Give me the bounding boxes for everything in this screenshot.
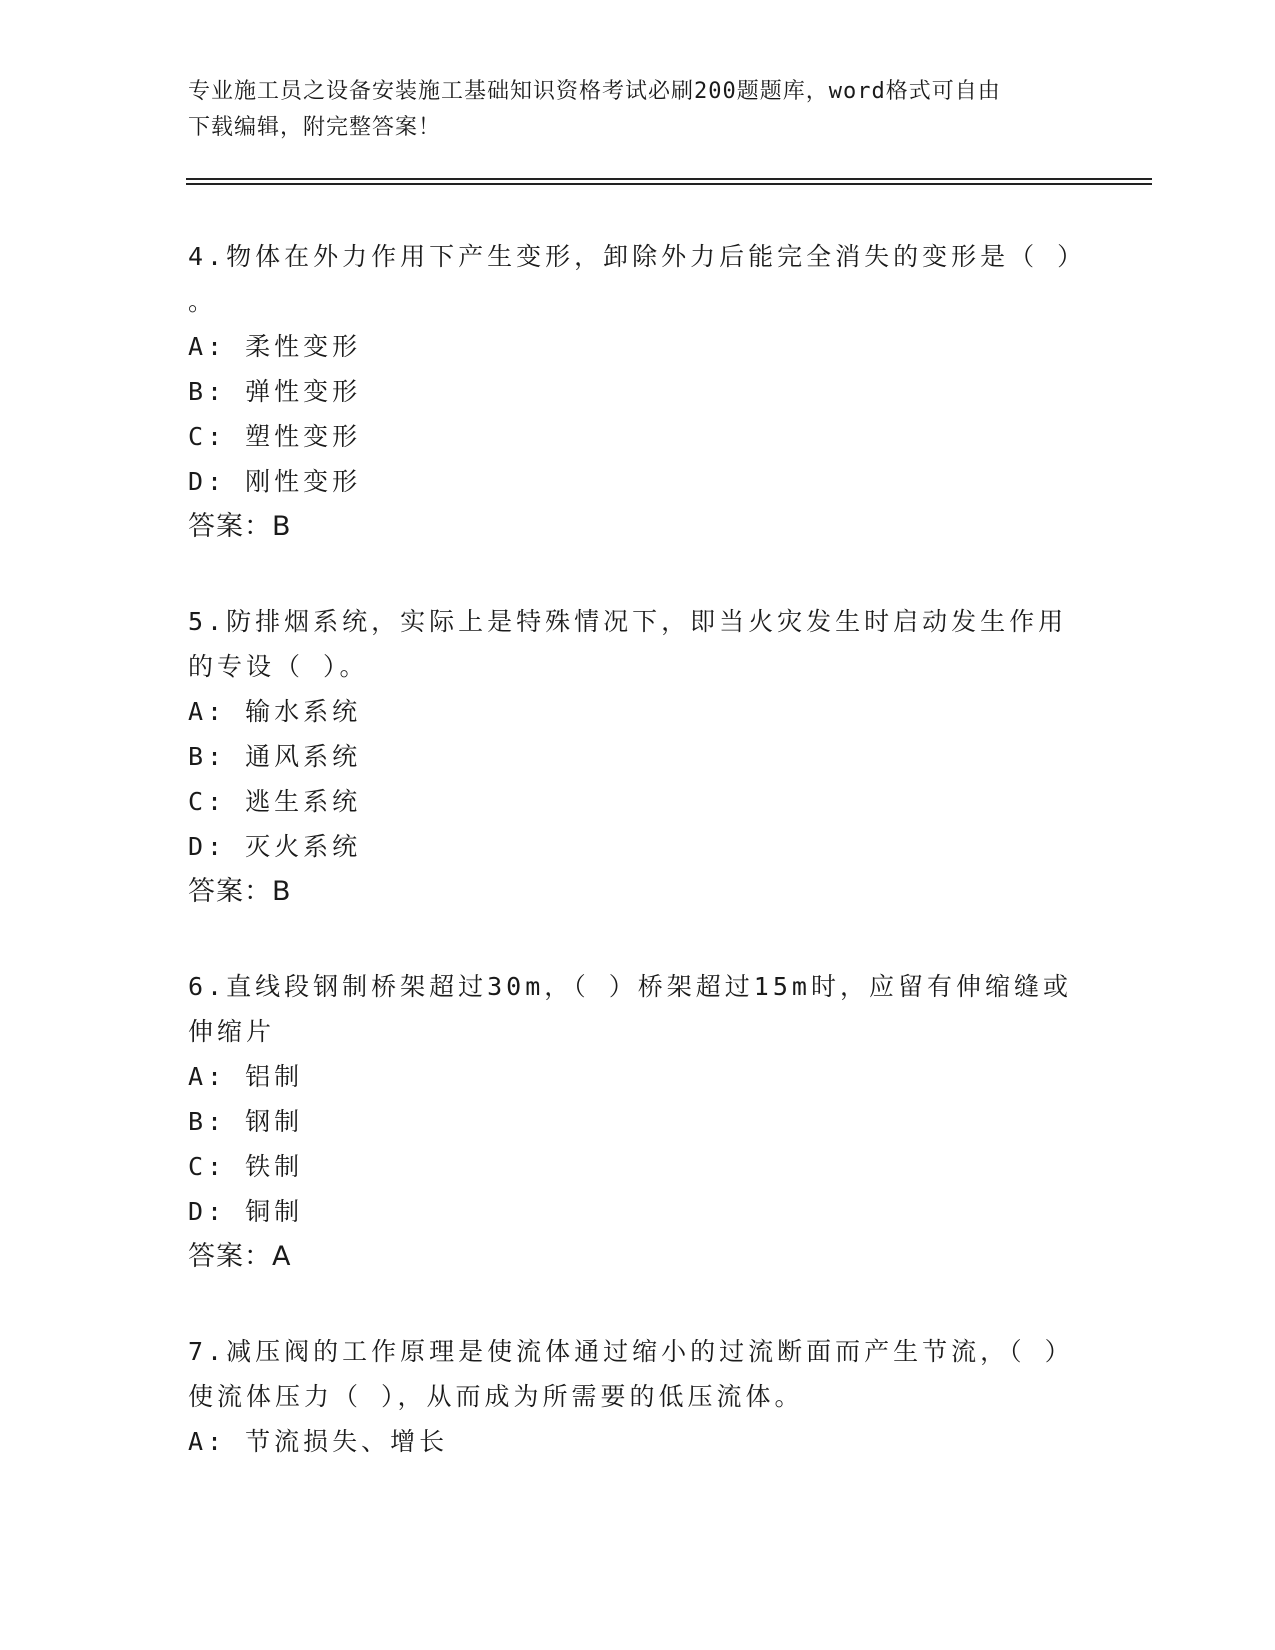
option-d: D: 刚性变形 xyxy=(188,467,362,496)
question-text: 6.直线段钢制桥架超过30m，（ ）桥架超过15m时，应留有伸缩缝或 xyxy=(188,972,1072,1001)
header-divider-top xyxy=(186,178,1152,180)
question-text: 7.减压阀的工作原理是使流体通过缩小的过流断面而产生节流，（ ） xyxy=(188,1337,1074,1366)
header-line-2: 下载编辑，附完整答案！ xyxy=(188,115,442,140)
option-c: C: 逃生系统 xyxy=(188,787,362,816)
document-header xyxy=(188,74,1068,146)
option-b: B: 通风系统 xyxy=(188,742,362,771)
answer-line: 答案：B xyxy=(188,876,292,907)
question-text-continued: 的专设（ ）。 xyxy=(188,652,369,681)
question-4 xyxy=(188,234,1088,550)
option-a: A: 铝制 xyxy=(188,1062,304,1091)
option-d: D: 灭火系统 xyxy=(188,832,362,861)
answer-line: 答案：A xyxy=(188,1241,292,1272)
option-a: A: 输水系统 xyxy=(188,697,362,726)
option-c: C: 铁制 xyxy=(188,1152,304,1181)
option-c: C: 塑性变形 xyxy=(188,422,362,451)
question-text: 4.物体在外力作用下产生变形，卸除外力后能完全消失的变形是（ ） xyxy=(188,242,1087,271)
option-b: B: 钢制 xyxy=(188,1107,304,1136)
question-5 xyxy=(188,599,1088,915)
question-text-continued: 伸缩片 xyxy=(188,1017,276,1046)
option-d: D: 铜制 xyxy=(188,1197,304,1226)
option-b: B: 弹性变形 xyxy=(188,377,362,406)
header-divider-bottom xyxy=(186,183,1152,185)
option-a: A: 节流损失、增长 xyxy=(188,1427,449,1456)
question-7 xyxy=(188,1329,1088,1464)
header-line-1: 专业施工员之设备安装施工基础知识资格考试必刷200题题库，word格式可自由 xyxy=(188,79,1001,104)
question-text-continued: 。 xyxy=(188,287,218,316)
question-6 xyxy=(188,964,1088,1280)
question-text-continued: 使流体压力（ ），从而成为所需要的低压流体。 xyxy=(188,1382,804,1411)
answer-line: 答案：B xyxy=(188,511,292,542)
option-a: A: 柔性变形 xyxy=(188,332,362,361)
question-text: 5.防排烟系统，实际上是特殊情况下，即当火灾发生时启动发生作用 xyxy=(188,607,1068,636)
